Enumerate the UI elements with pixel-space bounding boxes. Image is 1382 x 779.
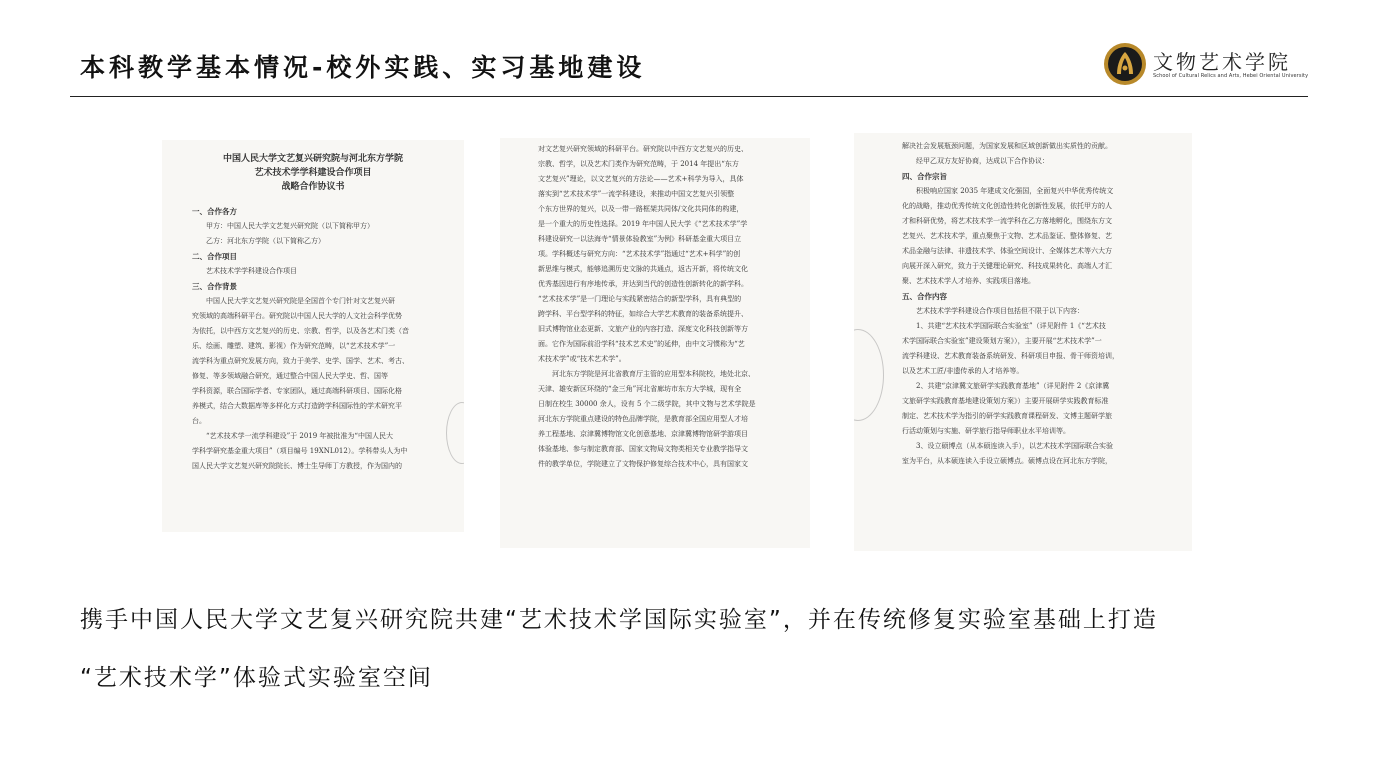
doc-line: 落实到“艺术技术学”一流学科建设，来推动中国文艺复兴引领整	[538, 190, 735, 198]
doc-line: 河北东方学院重点建设的特色品牌学院，是教育部全国应用型人才培	[538, 415, 748, 423]
doc-line: 面。它作为国际前沿学科“技术艺术史”的延伸，由中文习惯称为“艺	[538, 340, 745, 348]
doc-line: 流学科建设、艺术教育装备系统研发、科研项目申报、骨干师资培训，	[902, 352, 1119, 360]
doc-section-heading: 五、合作内容	[902, 292, 947, 301]
doc-title-line: 艺术技术学学科建设合作项目	[254, 168, 372, 178]
doc-line: 究领域的高端科研平台。研究院以中国人民大学的人文社会科学优势	[192, 312, 402, 320]
agreement-page-3	[854, 133, 1192, 551]
caption-line-2: “艺术技术学”体验式实验室空间	[80, 665, 433, 691]
doc-line: 艺术技术学学科建设合作项目	[206, 267, 297, 275]
caption-line-1: 携手中国人民大学文艺复兴研究院共建“艺术技术学国际实验室”，并在传统修复实验室基础上打造	[80, 607, 1158, 633]
doc-line: 制定、艺术技术学为指引的研学实践教育课程研发、文博主题研学旅	[902, 412, 1112, 420]
doc-line: 科建设研究一以法海寺“情景体验教室”为例》科研基金重大项目立	[538, 235, 742, 243]
doc-line: 才和科研优势，将艺术技术学一流学科在乙方落地孵化，围绕东方文	[902, 217, 1112, 225]
doc-line: 学科资源，联合国际学者、专家团队，通过高端科研项目、国际化格	[192, 387, 402, 395]
doc-line: 新思维与模式，能够追溯历史文脉的共通点，返古开新，将传统文化	[538, 265, 748, 273]
doc-line: 2、共建“京津冀文旅研学实践教育基地”（详见附件 2《京津冀	[916, 382, 1110, 390]
doc-line: 文旅研学实践教育基地建设策划方案》）主要开展研学实践教育标准	[902, 397, 1109, 405]
doc-line: 养工程基地、京津冀博物馆文化创意基地、京津冀博物馆研学游项目	[538, 430, 748, 438]
doc-line: 体验基地、参与制定教育部、国家文物局文物类相关专业教学指导文	[538, 445, 748, 453]
doc-line: 文艺复兴”理论，以文艺复兴的方法论——艺术+科学为导入，具体	[538, 175, 744, 183]
doc-line: 件的教学单位，学院建立了文物保护修复综合技术中心，具有国家文	[538, 460, 748, 468]
doc-section-heading: 一、合作各方	[192, 207, 237, 216]
doc-title-line: 战略合作协议书	[281, 182, 345, 192]
page-title: 本科教学基本情况-校外实践、实习基地建设	[80, 53, 646, 82]
doc-line: 术技术学”或“技术艺术学”。	[538, 355, 626, 363]
doc-line: 乙方：河北东方学院（以下简称乙方）	[206, 237, 325, 245]
doc-line: 3、设立硕博点（从本硕连读入手），以艺术技术学国际联合实验	[916, 442, 1113, 450]
doc-line: “艺术技术学”是一门理论与实践紧密结合的新型学科，具有典型的	[538, 295, 742, 303]
doc-line: 流学科为重点研究发展方向，致力于美学、史学、国学、艺术、考古、	[192, 357, 409, 365]
doc-line: 河北东方学院是河北省教育厅主管的应用型本科院校，地处北京、	[552, 370, 755, 378]
college-name: 文物艺术学院	[1153, 50, 1291, 74]
doc-line: 乐、绘画、雕塑、建筑、影视）作为研究范畴，以“艺术技术学”一	[192, 342, 396, 350]
doc-line: 国人民大学文艺复兴研究院院长、博士生导师丁方教授，作为国内的	[192, 462, 402, 470]
doc-line: 术品金融与法律、非遗技术学、体验空间设计、全媒体艺术等六大方	[902, 247, 1112, 255]
doc-line: 行活动策划与实施、研学旅行指导师职业水平培训等。	[902, 427, 1070, 435]
doc-line: 旧式博物馆业态更新、文旅产业的内容打造、深度文化科技创新等方	[538, 325, 748, 333]
doc-line: 跨学科、平台型学科的特征，如综合大学艺术教育的装备系统提升、	[538, 310, 748, 318]
doc-line: 经甲乙双方友好协商，达成以下合作协议：	[916, 157, 1049, 165]
doc-line: 养模式，结合大数据库等多样化方式打造跨学科国际性的学术研究平	[192, 402, 402, 410]
doc-section-heading: 二、合作项目	[192, 252, 237, 261]
agreement-page-1	[162, 140, 464, 532]
doc-line: 是一个重大的历史性选择。2019 年中国人民大学《“艺术技术学”学	[538, 220, 748, 228]
college-logo	[1103, 42, 1309, 88]
agreement-page-2	[500, 138, 810, 548]
doc-line: 个东方世界的复兴，以及一带一路框架共同体/文化共同体的构建，	[538, 205, 744, 213]
doc-title-line: 中国人民大学文艺复兴研究院与河北东方学院	[222, 154, 403, 164]
doc-section-heading: 三、合作背景	[192, 282, 237, 291]
doc-line: “艺术技术学一流学科建设”于 2019 年被批准为“中国人民大	[206, 432, 393, 440]
doc-section-heading: 四、合作宗旨	[902, 172, 947, 181]
doc-line: 聚、艺术技术学人才培养、实践项目落地。	[902, 277, 1035, 285]
doc-line: 甲方：中国人民大学文艺复兴研究院（以下简称甲方）	[206, 222, 374, 230]
doc-line: 1、共建“艺术技术学国际联合实验室”（详见附件 1《“艺术技	[916, 322, 1106, 330]
doc-line: 积极响应国家 2035 年建成文化强国，全面复兴中华优秀传统文	[916, 187, 1114, 195]
college-english-name: School of Cultural Relics and Arts, Hebei Oriental University	[1153, 73, 1309, 79]
doc-line: 项。学科概述与研究方向：“艺术技术学”指通过“艺术+科学”的创	[538, 250, 741, 258]
doc-line: 解决社会发展瓶颈问题，为国家发展和区域创新做出实质性的贡献。	[902, 142, 1112, 150]
doc-line: 向展开深入研究，致力于关键理论研究、科技成果转化、高端人才汇	[902, 262, 1112, 270]
doc-line: 优秀基因进行有序地传承，并达到当代的创造性创新转化的新学科。	[538, 280, 748, 288]
doc-line: 台。	[192, 417, 206, 425]
doc-line: 中国人民大学文艺复兴研究院是全国首个专门针对文艺复兴研	[206, 297, 395, 305]
doc-line: 天津、雄安新区环绕的“金三角”河北省廊坊市东方大学城，现有全	[538, 385, 742, 393]
doc-line: 为依托，以中西方文艺复兴的历史、宗教、哲学，以及各艺术门类（音	[192, 327, 409, 335]
doc-line: 学科学研究基金重大项目”（项目编号 19XNL012）。学科带头人为中	[192, 447, 408, 455]
doc-line: 修复、等多领域融合研究，通过整合中国人民大学史、哲、国等	[192, 372, 388, 380]
doc-line: 以及艺术工匠/非遗传承的人才培养等。	[902, 367, 1024, 375]
college-emblem-icon	[1103, 42, 1147, 86]
doc-line: 宗教、哲学，以及艺术门类作为研究范畴，于 2014 年提出“东方	[538, 160, 739, 168]
doc-line: 室为平台，从本硕连读入手设立硕博点。硕博点设在河北东方学院，	[902, 457, 1112, 465]
doc-line: 术学国际联合实验室”建设策划方案》），主要开展“艺术技术学”一	[902, 337, 1102, 345]
doc-line: 日制在校生 30000 余人，设有 5 个二级学院，其中文物与艺术学院是	[538, 400, 756, 408]
doc-line: 艺术技术学学科建设合作项目包括但不限于以下内容：	[916, 307, 1084, 315]
doc-line: 艺复兴、艺术技术学，重点聚焦于文物、艺术品鉴证、整体修复、艺	[902, 232, 1112, 240]
title-divider	[70, 96, 1308, 97]
doc-line: 对文艺复兴研究领域的科研平台。研究院以中西方文艺复兴的历史、	[538, 145, 748, 153]
doc-line: 化的战略，推动优秀传统文化创造性转化创新性发展，依托甲方的人	[902, 202, 1112, 210]
